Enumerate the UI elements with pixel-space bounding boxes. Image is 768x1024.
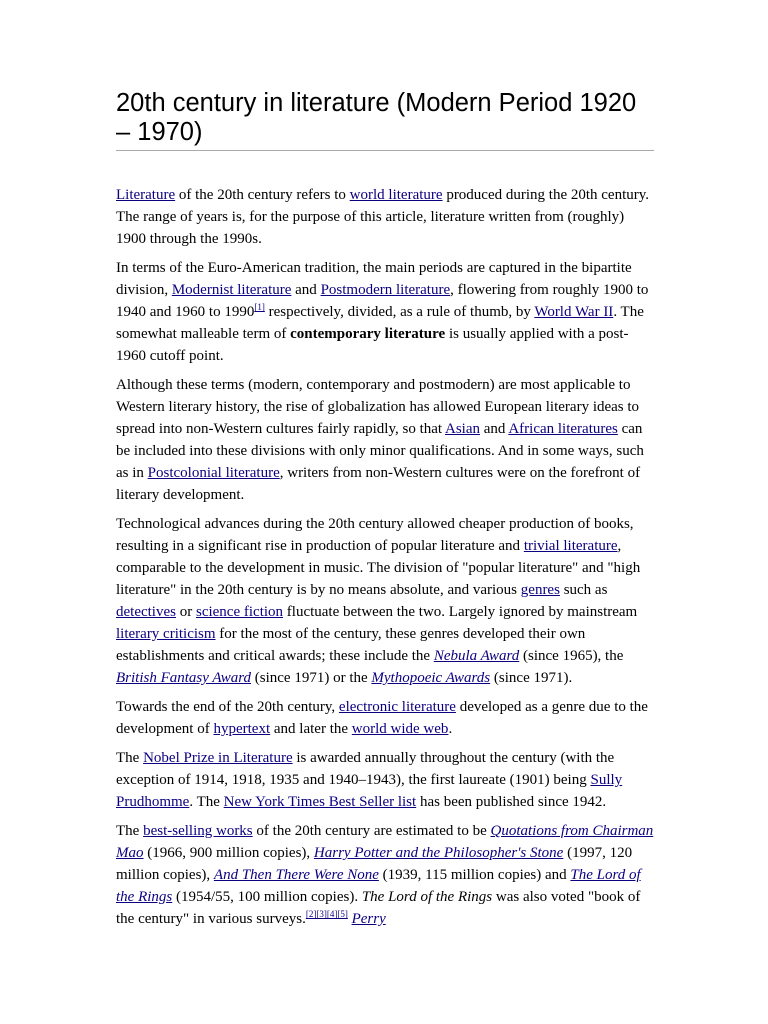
text: is awarded annually throughout the century (with the exception of 1914, 1918, 1935 and 1940–1943), the first laureate (1901) being xyxy=(116,750,615,788)
text: (since 1971) or the xyxy=(251,670,372,686)
text: of the 20th century are estimated to be xyxy=(252,823,491,839)
text: (1939, 115 million copies) and xyxy=(378,867,571,883)
text: . The somewhat malleable term of xyxy=(116,304,644,342)
document-page xyxy=(116,0,654,937)
text: , writers from non-Western cultures were on the forefront of literary development. xyxy=(116,465,641,503)
page-title: 20th century in literature (Modern Period 1920 – 1970) xyxy=(116,0,654,151)
text: and xyxy=(479,421,509,437)
text: (1997, 120 million copies), xyxy=(116,845,633,883)
text: (1966, 900 million copies), xyxy=(143,845,314,861)
paragraph-best-selling-works xyxy=(116,820,654,930)
link-postcolonial-literature[interactable]: Postcolonial literature xyxy=(147,465,280,481)
link-nyt-best-seller-list[interactable]: New York Times Best Seller list xyxy=(223,794,417,810)
link-modernist-literature[interactable]: Modernist literature xyxy=(171,282,292,298)
link-trivial-literature[interactable]: trivial literature xyxy=(523,538,618,554)
text: can be included into these divisions with only minor qualifications. And in some ways, such as in xyxy=(116,421,644,481)
text: Technological advances during the 20th century allowed cheaper production of books, resulting in a significant rise in production of popular literature and xyxy=(116,516,634,554)
link-best-selling-works[interactable]: best-selling works xyxy=(143,823,253,839)
link-world-wide-web[interactable]: world wide web xyxy=(351,721,449,737)
text: respectively, divided, as a rule of thumb, by xyxy=(264,304,535,320)
bold-term-contemporary-literature: contemporary literature xyxy=(290,326,446,342)
text: (since 1965), the xyxy=(519,648,624,664)
text: Towards the end of the 20th century, xyxy=(116,699,339,715)
text: (1954/55, 100 million copies). xyxy=(172,889,362,905)
text: developed as a genre due to the development of xyxy=(116,699,648,737)
link-nebula-award[interactable]: Nebula Award xyxy=(433,648,520,664)
link-perry[interactable]: Perry xyxy=(351,911,386,927)
text: , flowering from roughly 1900 to 1940 and 1960 to 1990 xyxy=(116,282,649,320)
text: has been published since 1942. xyxy=(416,794,607,810)
link-world-war-ii[interactable]: World War II xyxy=(534,304,614,320)
paragraph-electronic-literature xyxy=(116,696,654,740)
citation-link-2-5[interactable]: [2][3][4][5] xyxy=(305,909,348,919)
link-and-then-there-were-none[interactable]: And Then There Were None xyxy=(213,867,379,883)
link-literature[interactable]: Literature xyxy=(116,187,176,203)
text: and later the xyxy=(270,721,352,737)
link-postmodern-literature[interactable]: Postmodern literature xyxy=(320,282,451,298)
text: is usually applied with a post-1960 cutoff point. xyxy=(116,326,629,364)
text: The xyxy=(116,750,144,766)
link-asian[interactable]: Asian xyxy=(444,421,480,437)
text: and xyxy=(291,282,321,298)
text: . xyxy=(448,721,453,737)
text: such as xyxy=(559,582,608,598)
paragraph-intro xyxy=(116,184,654,250)
link-hypertext[interactable]: hypertext xyxy=(213,721,271,737)
text: . The xyxy=(189,794,224,810)
link-sully-prudhomme[interactable]: Sully Prudhomme xyxy=(116,772,623,810)
paragraph-popular-literature xyxy=(116,513,654,689)
text: Although these terms (modern, contemporary and postmodern) are most applicable to Western literary history, the rise of globalization has allowed European literary ideas to spread into non-Western cultures fairly rapidly, so that xyxy=(116,377,640,437)
citation-link-1[interactable]: [1] xyxy=(254,302,265,312)
text: In terms of the Euro-American tradition, the main periods are captured in the bipartite division, xyxy=(116,260,632,298)
link-african-literatures[interactable]: African literatures xyxy=(508,421,618,437)
text: for the most of the century, these genres developed their own establishments and critical awards; these include the xyxy=(116,626,586,664)
article-body xyxy=(116,184,654,930)
link-electronic-literature[interactable]: electronic literature xyxy=(338,699,456,715)
link-world-literature[interactable]: world literature xyxy=(349,187,443,203)
text: was also voted "book of the century" in various surveys. xyxy=(116,889,641,927)
link-mythopoeic-awards[interactable]: Mythopoeic Awards xyxy=(371,670,491,686)
paragraph-globalization xyxy=(116,374,654,506)
text: The xyxy=(116,823,144,839)
text: of the 20th century refers to xyxy=(175,187,350,203)
link-british-fantasy-award[interactable]: British Fantasy Award xyxy=(116,670,252,686)
link-science-fiction[interactable]: science fiction xyxy=(195,604,284,620)
link-harry-potter-philosophers-stone[interactable]: Harry Potter and the Philosopher's Stone xyxy=(313,845,564,861)
italic-title-lord-of-the-rings: The Lord of the Rings xyxy=(361,889,493,905)
paragraph-periods xyxy=(116,257,654,367)
paragraph-nobel-prize xyxy=(116,747,654,813)
text: or xyxy=(175,604,196,620)
text: fluctuate between the two. Largely ignored by mainstream xyxy=(283,604,638,620)
text: (since 1971). xyxy=(490,670,573,686)
link-quotations-from-chairman-mao[interactable]: Quotations from Chairman Mao xyxy=(116,823,654,861)
link-detectives[interactable]: detectives xyxy=(116,604,176,620)
text: produced during the 20th century. The range of years is, for the purpose of this article, literature written from (roughly) 1900 through the 1990s. xyxy=(116,187,650,247)
text: , comparable to the development in music. The division of "popular literature" and "high literature" in the 20th century is by no means absolute, and various xyxy=(116,538,641,598)
link-literary-criticism[interactable]: literary criticism xyxy=(116,626,216,642)
link-the-lord-of-the-rings[interactable]: The Lord of the Rings xyxy=(116,867,641,905)
link-nobel-prize-in-literature[interactable]: Nobel Prize in Literature xyxy=(143,750,293,766)
link-genres[interactable]: genres xyxy=(520,582,560,598)
